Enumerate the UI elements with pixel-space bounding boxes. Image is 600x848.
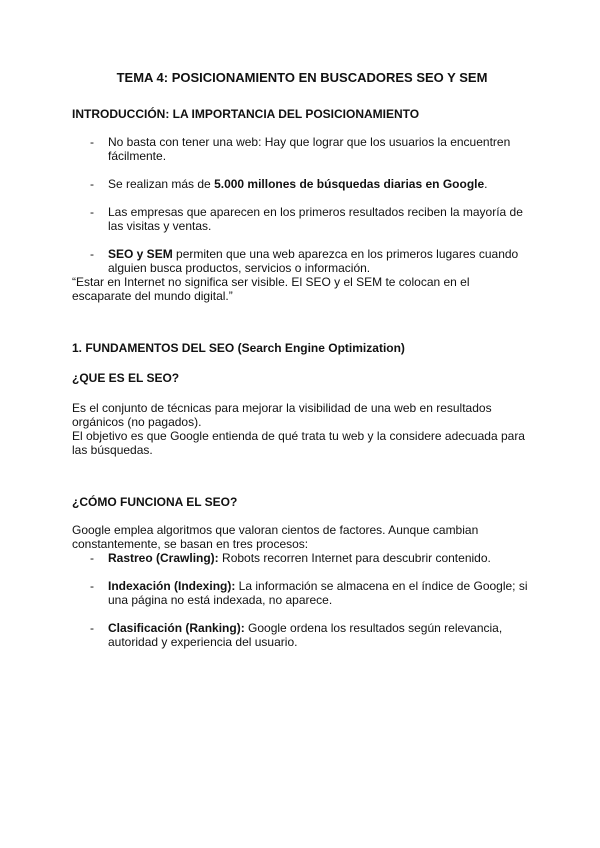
process-name: Clasificación (Ranking): xyxy=(108,621,245,635)
subheading-que-es-seo: ¿QUE ES EL SEO? xyxy=(72,371,180,385)
paragraph: El objetivo es que Google entienda de qué trata tu web y la considere adecuada para las búsquedas. xyxy=(72,429,525,457)
list-item xyxy=(72,551,532,565)
bullet-text: No basta con tener una web: Hay que lograr que los usuarios la encuentren fácilmente. xyxy=(108,135,511,163)
list-item xyxy=(72,205,532,233)
dash-bullet: - xyxy=(90,579,94,593)
list-item xyxy=(72,135,532,163)
dash-bullet: - xyxy=(90,177,94,191)
dash-bullet: - xyxy=(90,551,94,565)
list-item xyxy=(72,579,532,607)
dash-bullet: - xyxy=(90,621,94,635)
bullet-text: Las empresas que aparecen en los primeros resultados reciben la mayoría de las visitas y ventas. xyxy=(108,205,523,233)
process-name: Indexación (Indexing): xyxy=(108,579,236,593)
dash-bullet: - xyxy=(90,247,94,261)
document-page xyxy=(72,70,532,649)
intro-bullet-list xyxy=(72,135,532,275)
paragraph: Google emplea algoritmos que valoran cientos de factores. Aunque cambian constantemente, se basan en tres procesos: xyxy=(72,523,479,551)
list-item xyxy=(72,177,532,191)
intro-heading: INTRODUCCIÓN: LA IMPORTANCIA DEL POSICIONAMIENTO xyxy=(72,107,420,121)
list-item xyxy=(72,621,532,649)
dash-bullet: - xyxy=(90,135,94,149)
dash-bullet: - xyxy=(90,205,94,219)
subheading-como-funciona-seo: ¿CÓMO FUNCIONA EL SEO? xyxy=(72,495,238,509)
bullet-text-post: . xyxy=(484,177,488,191)
process-text: Robots recorren Internet para descubrir contenido. xyxy=(218,551,491,565)
bullet-text-bold: 5.000 millones de búsquedas diarias en Google xyxy=(214,177,485,191)
bullet-text-bold: SEO y SEM xyxy=(108,247,173,261)
bullet-text-post: permiten que una web aparezca en los primeros lugares cuando alguien busca productos, servicios o información. xyxy=(108,247,519,275)
quote-paragraph: “Estar en Internet no significa ser visible. El SEO y el SEM te colocan en el escaparate del mundo digital.” xyxy=(72,275,470,303)
page-title: TEMA 4: POSICIONAMIENTO EN BUSCADORES SEO Y SEM xyxy=(116,70,488,85)
process-list xyxy=(72,551,532,649)
section-heading-fundamentos: 1. FUNDAMENTOS DEL SEO (Search Engine Optimization) xyxy=(72,341,405,355)
process-name: Rastreo (Crawling): xyxy=(108,551,219,565)
bullet-text-pre: Se realizan más de xyxy=(108,177,215,191)
process-text: Google ordena los resultados según relevancia, autoridad y experiencia del usuario. xyxy=(108,621,503,649)
paragraph: Es el conjunto de técnicas para mejorar la visibilidad de una web en resultados orgánicos (no pagados). xyxy=(72,401,492,429)
list-item xyxy=(72,247,532,275)
process-text: La información se almacena en el índice de Google; si una página no está indexada, no aparece. xyxy=(108,579,528,607)
